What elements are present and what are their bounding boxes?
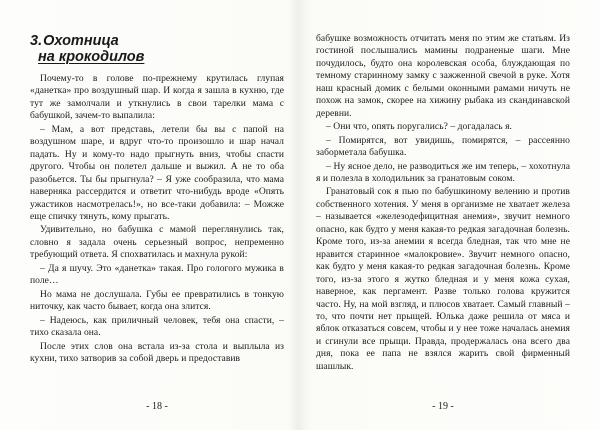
paragraph: Гранатовый сок я пью по бабушкиному велению и против собственного хотения. У меня в организме не хватает железа – называется «железодефицитная анемия», звучит немного опасно, как будто у меня какая-то редкая загадочная болезнь. Кроме того, из-за анемии я всегда бледная, так что мне не нравится старинное «малокровие». Звучит немного опасно, как будто у меня какая-то редкая загадочная болезнь. Кроме того, из-за этого я жутко бледная и у меня кожа сухая, наверное, как пергамент. Разве только голова кружится часто. Ну, на мой взгляд, и плюсов хватает. Самый главный – то, что почти нет прыщей. Юлька даже решила от мяса и яблок отказаться совсем, чтобы и у нее тоже началась анемия и сгинули все прыщи. Правда, продержалась она всего два дня, пока ее папа не взялся жарить свой фирменный шашлык. [316,186,570,372]
paragraph: – Мам, а вот представь, летели бы вы с папой на воздушном шаре, и вдруг что-то произошло и шар начал падать. Ну и кому-то надо прыгнуть вниз, чтобы спасти другого. Чтобы он полетел дальше и выжил. А не то оба разобьется. Ты бы прыгнула? – Я уже сообразила, что мама наверняка рассердится и ответит что-нибудь вроде «Опять ужастиков насмотрелась!», но все-таки добавила: – Можже еще спичку тянуть, кому прыгать. [30,123,284,222]
paragraph: – Надеюсь, как приличный человек, тебя она спасти, – тихо сказала она. [30,314,284,339]
paragraph: Но мама не дослушала. Губы ее превратились в тонкую ниточку, как часто бывает, когда она злится. [30,288,284,313]
page-number-right: - 19 - [432,401,454,412]
paragraph: После этих слов она встала из-за стола и выплыла из кухни, тихо затворив за собой дверь и предоставив [30,340,284,364]
paragraph: – Ну ясное дело, не разводиться же им теперь, – хохотнула я и полезла в холодильник за гранатовым соком. [316,160,570,184]
chapter-title-line-2: на крокодилов [38,48,145,65]
paragraph: – Да я шучу. Это «данетка» такая. Про гологого мужика в поле… [30,262,284,287]
left-page [30,34,284,366]
right-page-body [316,33,570,373]
chapter-title-line-1: Охотница [43,33,119,49]
paragraph: бабушке возможность отчитать меня по этим же статьям. Из гостиной послышались мамины подраненые шаги. Мне почудилось, будто она королевская особа, блуждающая по темному старинному замку с зажженной свечой в руке. Хотя наш красный домик с белыми оконными рамами ничуть не похож на замок, скорее на хижину рыбака из скандинавской деревни. [316,33,570,119]
page-number-left: - 18 - [146,401,168,412]
paragraph: Удивительно, но бабушка с мамой переглянулись так, словно я задала очень серьезный вопрос, непременно требующий ответа. Я спохватилась и махнула рукой: [30,224,284,261]
left-page-body [30,73,284,365]
paragraph: Почему-то в голове по-прежнему крутилась глупая «данетка» про воздушный шар. И когда я зашла в кухню, где тут же замолчали и уткнулись в свои тарелки мама с бабушкой, зачем-то выпалила: [30,73,284,122]
paragraph: – Они что, опять поругались? – догадалась я. [326,121,512,133]
paragraph: – Помирятся, вот увидишь, помирятся, – рассеянно заборметала бабушка. [316,134,570,159]
right-page [316,33,570,374]
chapter-heading [30,34,284,65]
chapter-number: 3. [30,33,43,49]
